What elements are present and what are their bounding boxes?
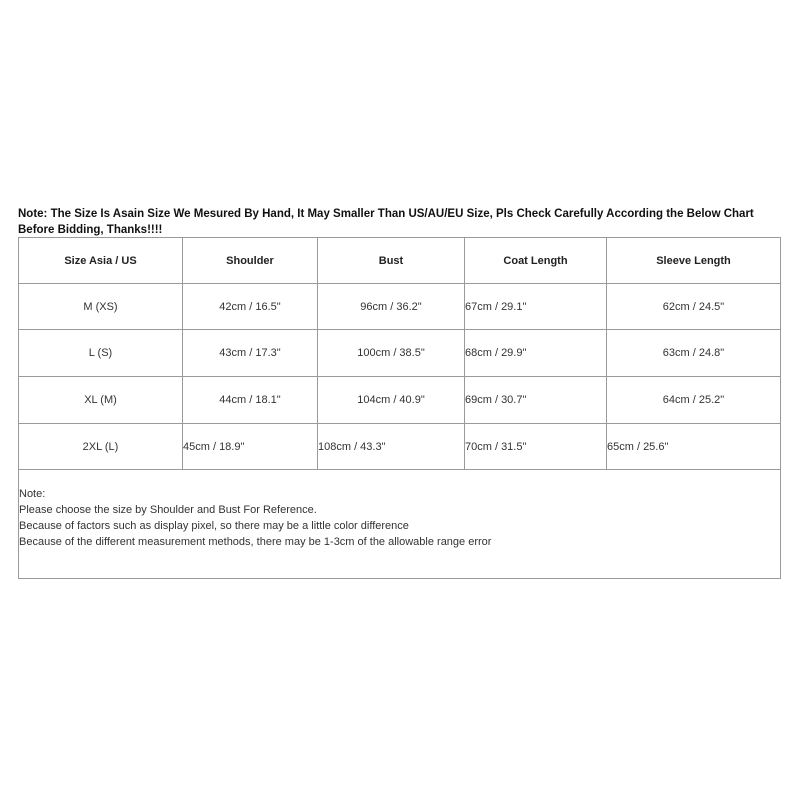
note-title: Note: <box>19 488 46 500</box>
cell-coat-length: 67cm / 29.1" <box>465 284 607 330</box>
cell-shoulder: 42cm / 16.5" <box>183 284 318 330</box>
header-bust: Bust <box>318 238 465 284</box>
cell-bust: 96cm / 36.2" <box>318 284 465 330</box>
header-sleeve-length: Sleeve Length <box>607 238 781 284</box>
cell-sleeve-length: 63cm / 24.8" <box>607 330 781 377</box>
note-line: Because of factors such as display pixel, so there may be a little color difference <box>19 520 409 532</box>
cell-size: L (S) <box>19 330 183 377</box>
cell-bust: 108cm / 43.3" <box>318 424 465 470</box>
size-chart-table <box>18 237 781 579</box>
cell-coat-length: 69cm / 30.7" <box>465 377 607 424</box>
table-row <box>19 330 781 377</box>
cell-shoulder: 43cm / 17.3" <box>183 330 318 377</box>
header-shoulder: Shoulder <box>183 238 318 284</box>
cell-coat-length: 70cm / 31.5" <box>465 424 607 470</box>
cell-bust: 104cm / 40.9" <box>318 377 465 424</box>
cell-sleeve-length: 62cm / 24.5" <box>607 284 781 330</box>
cell-size: XL (M) <box>19 377 183 424</box>
table-row <box>19 377 781 424</box>
cell-sleeve-length: 64cm / 25.2" <box>607 377 781 424</box>
note-line: Please choose the size by Shoulder and Bust For Reference. <box>19 504 317 516</box>
header-size: Size Asia / US <box>19 238 183 284</box>
size-note-heading: Note: The Size Is Asain Size We Mesured By Hand, It May Smaller Than US/AU/EU Size, Pls Check Carefully According the Below Chart Before Bidding, Thanks!!!! <box>18 208 754 236</box>
notes-cell <box>19 470 781 579</box>
cell-shoulder: 45cm / 18.9" <box>183 424 318 470</box>
cell-coat-length: 68cm / 29.9" <box>465 330 607 377</box>
note-line: Because of the different measurement methods, there may be 1-3cm of the allowable range error <box>19 536 492 548</box>
cell-bust: 100cm / 38.5" <box>318 330 465 377</box>
cell-sleeve-length: 65cm / 25.6" <box>607 424 781 470</box>
header-coat-length: Coat Length <box>465 238 607 284</box>
cell-size: 2XL (L) <box>19 424 183 470</box>
cell-size: M (XS) <box>19 284 183 330</box>
cell-shoulder: 44cm / 18.1" <box>183 377 318 424</box>
table-header-row <box>19 238 781 284</box>
table-row <box>19 424 781 470</box>
table-row <box>19 284 781 330</box>
notes-row <box>19 470 781 579</box>
